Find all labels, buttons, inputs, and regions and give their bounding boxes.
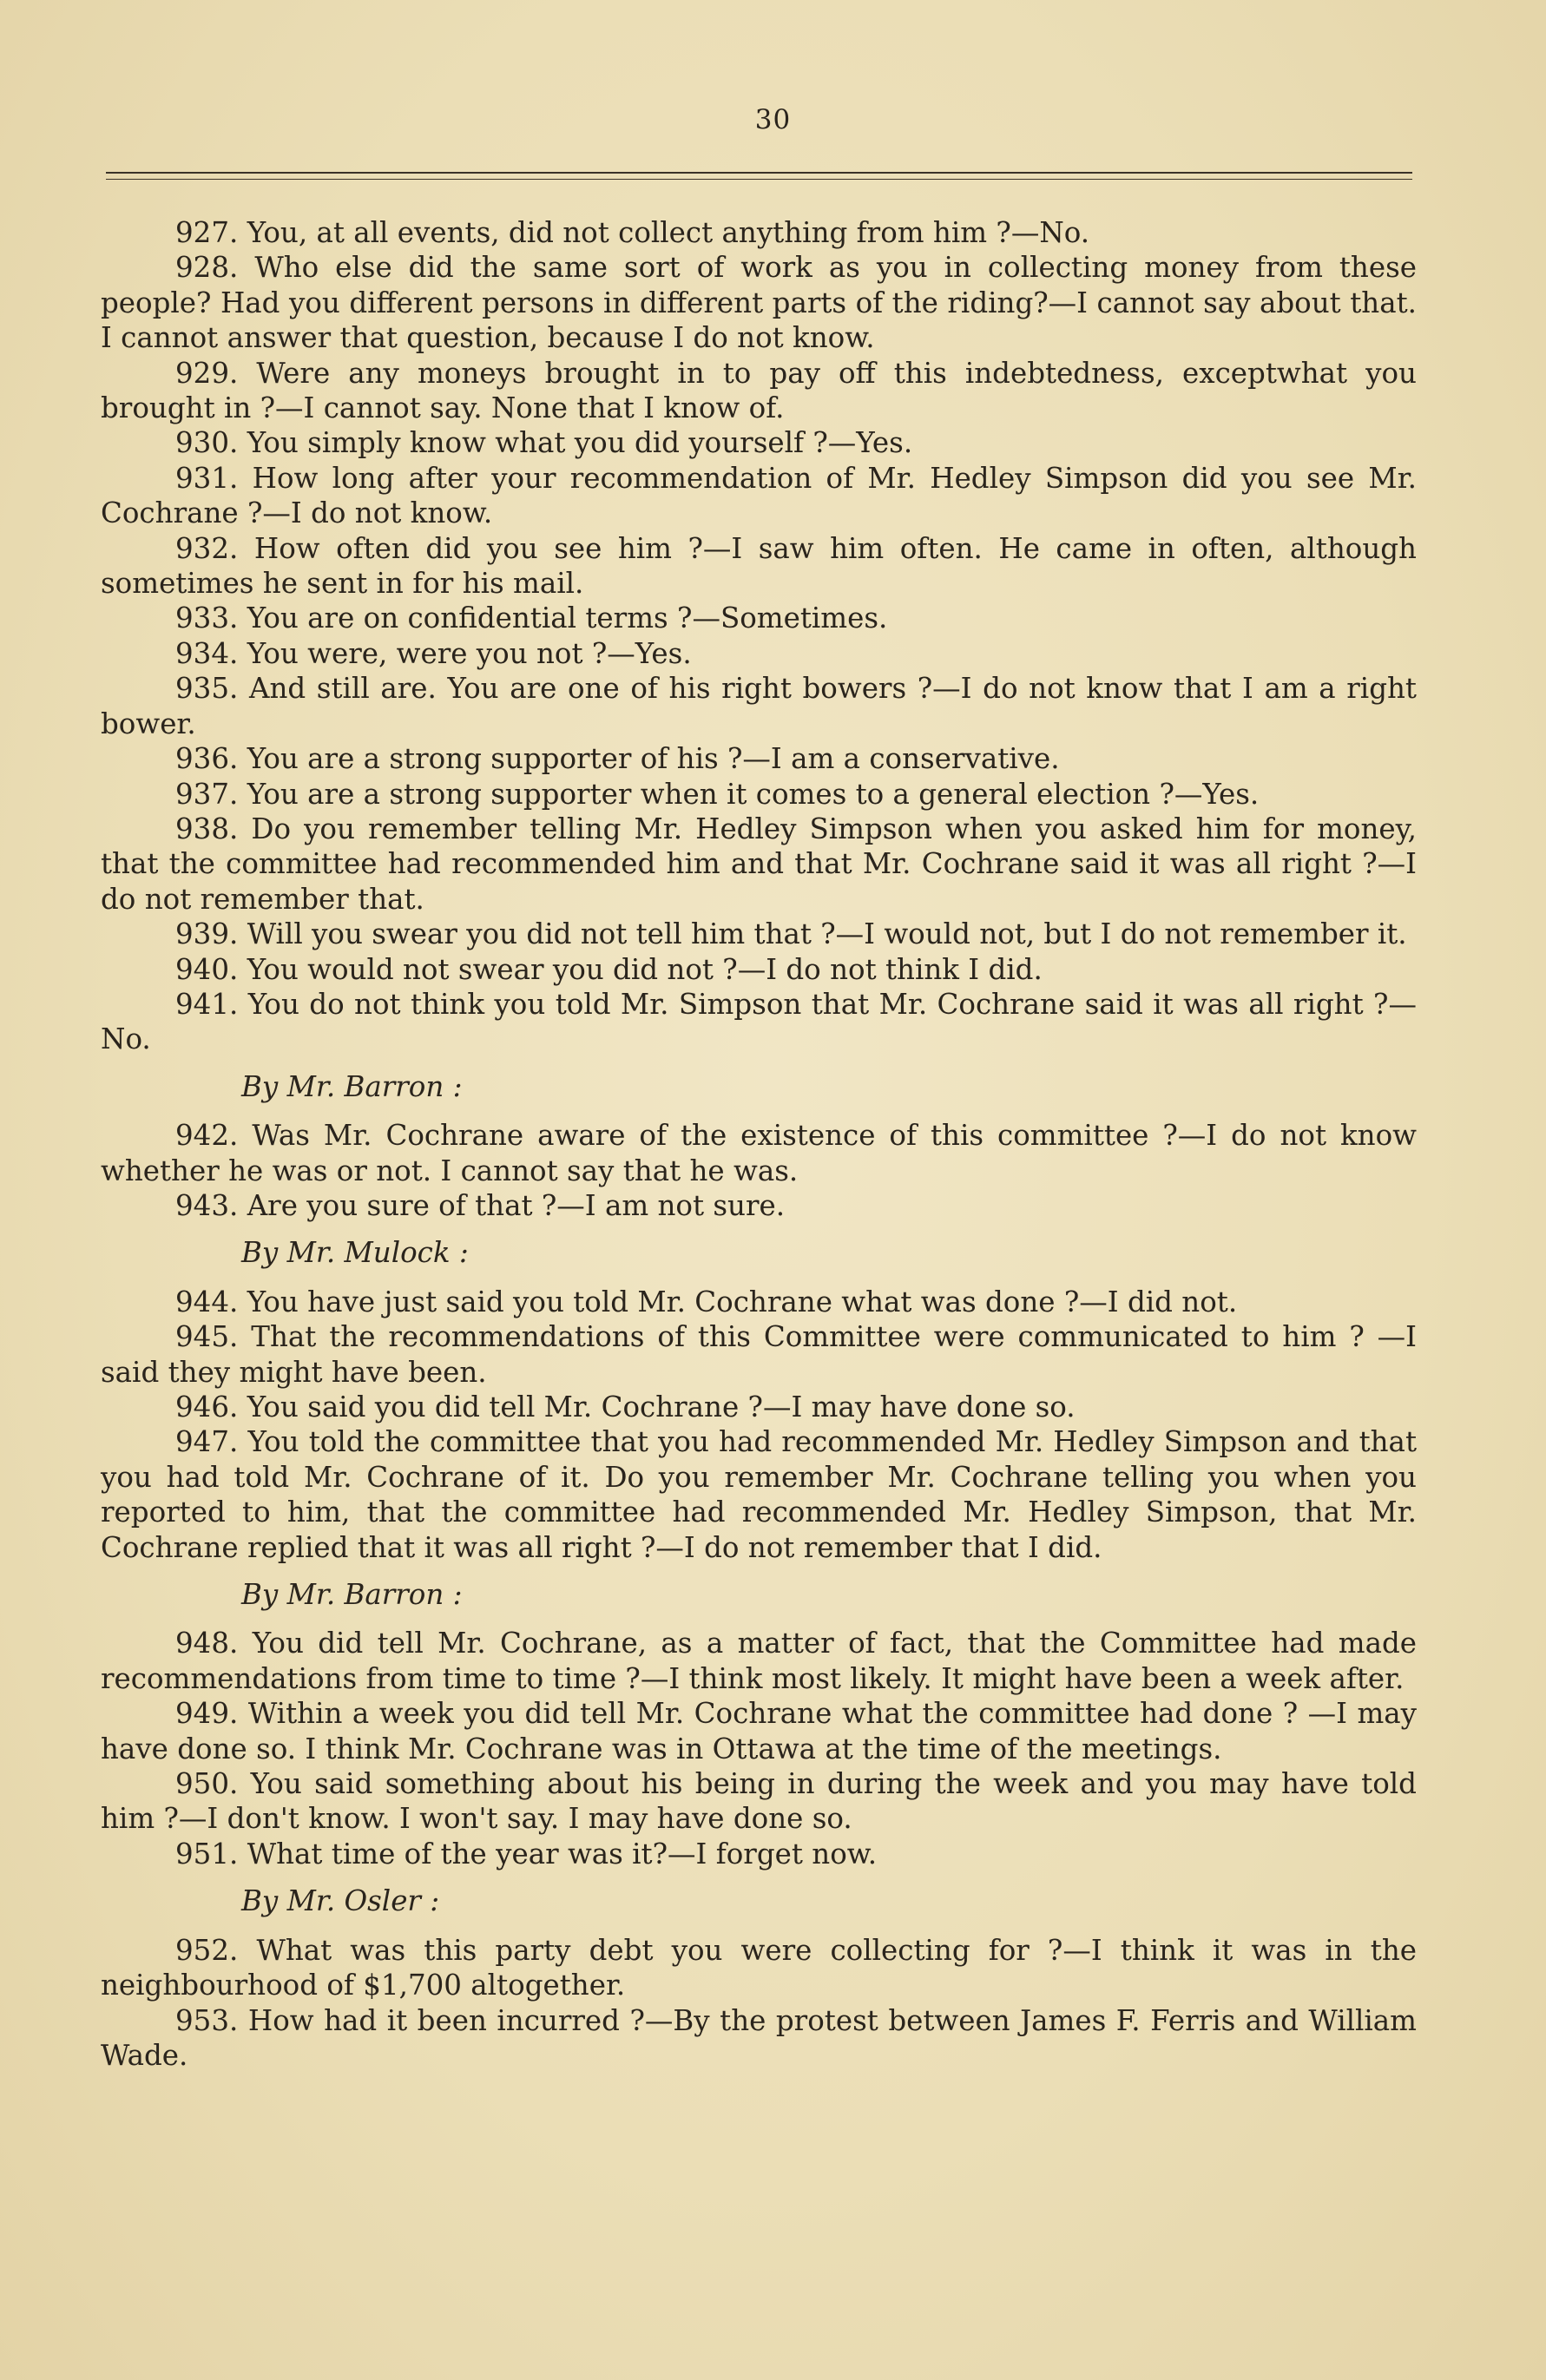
testimony-entry: 940. You would not swear you did not ?—I do not think I did. — [175, 952, 1043, 986]
testimony-entry: 927. You, at all events, did not collect anything from him ?—No. — [175, 216, 1090, 249]
testimony-entry: 938. Do you remember telling Mr. Hedley Simpson when you asked him for money, that the committee had recommended him and that Mr. Cochrane said it was all right ?—I do not remember that. — [101, 812, 1417, 916]
testimony-entry: 952. What was this party debt you were collecting for ?—I think it was in the neighbourhood of $1,700 altogether. — [101, 1933, 1417, 2002]
testimony-entry: 932. How often did you see him ?—I saw him often. He came in often, although sometimes he sent in for his mail. — [101, 531, 1417, 601]
testimony-entry: 946. You said you did tell Mr. Cochrane ?—I may have done so. — [175, 1391, 1076, 1423]
testimony-entry: 929. Were any moneys brought in to pay off this indebtedness, exceptwhat you brought in ?—I cannot say. None that I know of. — [101, 356, 1417, 425]
testimony-entry: 939. Will you swear you did not tell him that ?—I would not, but I do not remember it. — [175, 917, 1407, 951]
testimony-body — [101, 215, 1417, 2073]
testimony-entry: 944. You have just said you told Mr. Cochrane what was done ?—I did not. — [175, 1285, 1238, 1318]
testimony-entry: 936. You are a strong supporter of his ?—I am a conservative. — [175, 742, 1060, 776]
testimony-entry: 931. How long after your recommendation of Mr. Hedley Simpson did you see Mr. Cochrane ?—I do not know. — [101, 461, 1417, 530]
testimony-entry: 937. You are a strong supporter when it comes to a general election ?—Yes. — [175, 777, 1260, 811]
testimony-entry: 949. Within a week you did tell Mr. Cochrane what the committee had done ? —I may have done so. I think Mr. Cochrane was in Ottawa at the time of the meetings. — [101, 1697, 1417, 1765]
speaker-heading: By Mr. Osler : — [241, 1884, 440, 1918]
header-rule — [106, 172, 1412, 174]
testimony-entry: 945. That the recommendations of this Committee were communicated to him ? —I said they might have been. — [101, 1320, 1417, 1389]
testimony-entry: 948. You did tell Mr. Cochrane, as a matter of fact, that the Committee had made recommendations from time to time ?—I think most likely. It might have been a week after. — [101, 1627, 1417, 1695]
testimony-entry: 941. You do not think you told Mr. Simpson that Mr. Cochrane said it was all right ?—No. — [101, 987, 1417, 1056]
page-number: 30 — [754, 104, 792, 135]
testimony-entry: 942. Was Mr. Cochrane aware of the existence of this committee ?—I do not know whether he was or not. I cannot say that he was. — [101, 1119, 1417, 1187]
speaker-heading: By Mr. Barron : — [241, 1069, 463, 1103]
testimony-entry: 934. You were, were you not ?—Yes. — [175, 636, 692, 670]
testimony-entry: 943. Are you sure of that ?—I am not sure. — [175, 1188, 786, 1222]
testimony-entry: 947. You told the committee that you had recommended Mr. Hedley Simpson and that you had told Mr. Cochrane of it. Do you remember Mr. Cochrane telling you when you reported to him, that the committee had recommended Mr. Hedley Simpson, that Mr. Cochrane replied that it was all right ?—I do not remember that I did. — [101, 1425, 1417, 1564]
testimony-entry: 930. You simply know what you did yourself ?—Yes. — [175, 426, 913, 460]
testimony-entry: 933. You are on confidential terms ?—Sometimes. — [175, 602, 888, 635]
speaker-heading: By Mr. Barron : — [241, 1578, 463, 1612]
testimony-entry: 928. Who else did the same sort of work as you in collecting money from these people? Had you different persons in different parts of the riding?—I cannot say about that. I cannot answer that question, because I do not know. — [101, 251, 1417, 355]
header-rule-thin — [106, 179, 1412, 180]
testimony-entry: 953. How had it been incurred ?—By the protest between James F. Ferris and William Wade. — [101, 2003, 1417, 2072]
speaker-heading: By Mr. Mulock : — [241, 1236, 469, 1270]
testimony-entry: 950. You said something about his being in during the week and you may have told him ?—I don't know. I won't say. I may have done so. — [101, 1767, 1417, 1836]
testimony-entry: 951. What time of the year was it?—I forget now. — [175, 1837, 878, 1870]
testimony-entry: 935. And still are. You are one of his right bowers ?—I do not know that I am a right bower. — [101, 672, 1417, 740]
